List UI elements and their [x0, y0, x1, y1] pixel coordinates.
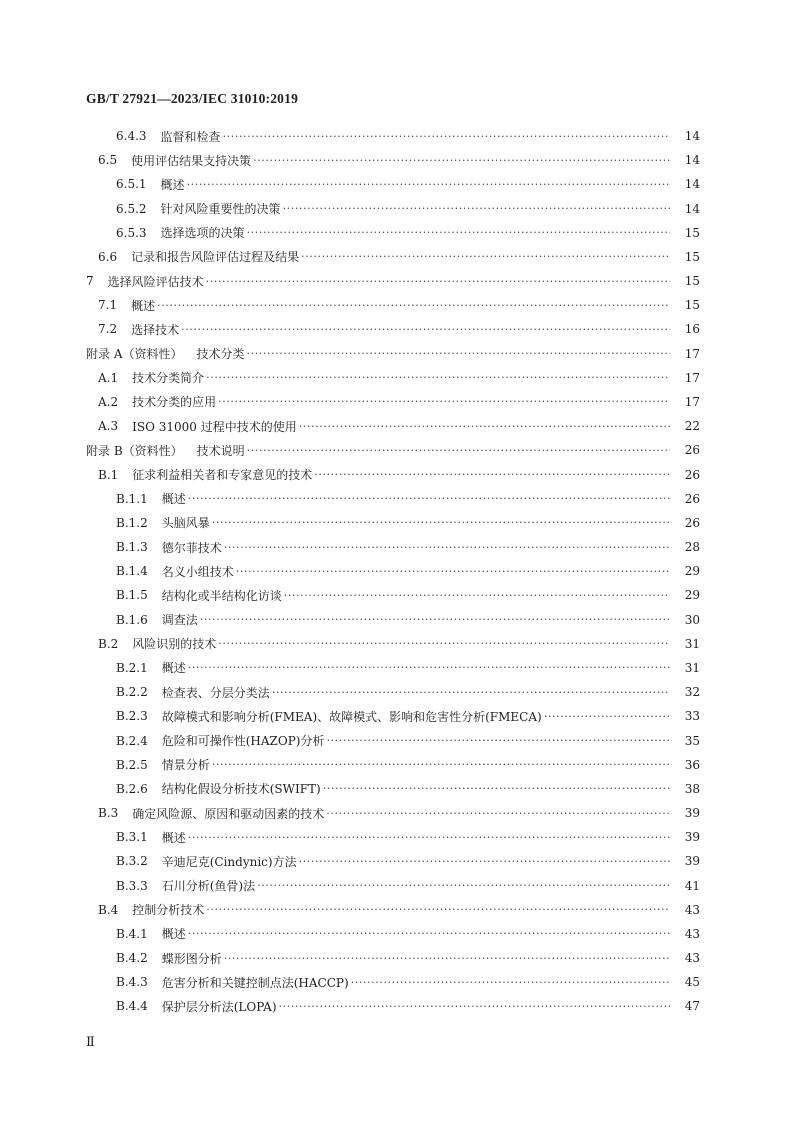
toc-leader-dots [188, 661, 670, 674]
toc-entry[interactable] [98, 634, 700, 654]
toc-leader-dots [326, 734, 670, 747]
toc-entry-number: B.2.3 [116, 709, 148, 724]
toc-leader-dots [212, 516, 670, 529]
toc-entry-title: 使用评估结果支持决策 [131, 153, 252, 168]
toc-entry-page: 14 [684, 201, 700, 216]
toc-entry[interactable] [116, 199, 700, 219]
toc-entry-title: 针对风险重要性的决策 [160, 202, 281, 217]
standard-header: GB/T 27921—2023/IEC 31010:2019 [86, 91, 299, 106]
toc-entry-title: 概述 [131, 298, 156, 313]
toc-entry-number: 6.4.3 [116, 129, 147, 143]
toc-entry-page: 43 [684, 902, 700, 917]
toc-entry-page: 22 [684, 419, 700, 434]
toc-entry-title: 概述 [161, 661, 186, 676]
toc-entry-page: 14 [684, 129, 700, 143]
toc-leader-dots [188, 492, 670, 505]
toc-entry-page: 17 [684, 346, 700, 361]
toc-entry-title: 记录和报告风险评估过程及结果 [131, 250, 300, 265]
toc-entry-title: 选择选项的决策 [160, 226, 245, 241]
toc-entry-title: 德尔菲技术 [161, 540, 222, 555]
toc-entry-number: 7 [86, 274, 94, 289]
toc-entry-number: 附录 B（资料性） [86, 443, 183, 458]
toc-entry-number: B.3 [98, 806, 119, 821]
toc-entry[interactable] [98, 900, 700, 920]
toc-leader-dots [323, 782, 670, 795]
toc-entry-number: 6.6 [98, 249, 118, 264]
toc-entry-number: B.1.4 [116, 564, 148, 579]
toc-entry-page: 38 [684, 781, 700, 796]
toc-entry-page: 36 [684, 757, 700, 772]
toc-entry-number: 6.5 [98, 153, 118, 168]
toc-leader-dots [299, 420, 670, 433]
toc-entry-page: 26 [684, 467, 700, 482]
toc-entry-title: 情景分析 [161, 758, 210, 773]
toc-entry-page: 28 [684, 540, 700, 555]
toc-leader-dots [224, 541, 670, 554]
toc-entry-number: B.2 [98, 636, 119, 651]
toc-entry-number: B.2.4 [116, 733, 148, 748]
toc-entry-page: 39 [684, 854, 700, 869]
toc-entry[interactable] [86, 440, 700, 460]
toc-entry-page: 45 [684, 975, 700, 990]
toc-entry-title: 名义小组技术 [161, 564, 234, 579]
toc-entry-title: 技术分类简介 [132, 371, 205, 386]
toc-leader-dots [247, 444, 670, 457]
toc-entry[interactable] [116, 706, 700, 726]
toc-entry-title: 危害分析和关键控制点法(HACCP) [161, 975, 349, 990]
toc-entry-title: 头脑风暴 [161, 516, 210, 531]
toc-entry-title: 概述 [161, 492, 186, 507]
toc-entry[interactable] [98, 295, 700, 315]
toc-entry-title: 结构化假设分析技术(SWIFT) [161, 782, 321, 797]
toc-entry-title: 征求利益相关者和专家意见的技术 [132, 468, 313, 483]
toc-leader-dots [247, 226, 670, 239]
toc-entry[interactable] [116, 561, 700, 581]
toc-entry-title: 概述 [160, 177, 185, 192]
toc-leader-dots [188, 927, 670, 940]
toc-entry-number: B.2.1 [116, 660, 148, 675]
toc-entry-page: 15 [684, 249, 700, 264]
toc-entry-title: 石川分析(鱼骨)法 [161, 879, 256, 894]
toc-entry-number: B.1.6 [116, 612, 148, 627]
toc-entry[interactable] [116, 948, 700, 968]
toc-leader-dots [279, 1000, 670, 1013]
toc-leader-dots [272, 686, 670, 699]
toc-entry-number: B.2.6 [116, 781, 148, 796]
toc-leader-dots [224, 952, 670, 965]
toc-entry-title: 蝶形图分析 [161, 951, 222, 966]
toc-entry-number: B.1.2 [116, 515, 148, 530]
toc-entry-title: 确定风险源、原因和驱动因素的技术 [132, 806, 325, 821]
toc-entry[interactable] [116, 489, 700, 509]
page-number: Ⅱ [86, 1034, 95, 1049]
toc-entry-page: 30 [684, 612, 700, 627]
toc-entry-number: B.4.4 [116, 999, 148, 1014]
toc-leader-dots [206, 275, 670, 288]
toc-entry-page: 39 [684, 830, 700, 845]
toc-entry-title: 控制分析技术 [132, 903, 205, 918]
toc-leader-dots [188, 831, 670, 844]
toc-entry-page: 43 [684, 951, 700, 966]
toc-entry-number: B.3.3 [116, 878, 148, 893]
toc-entry-title: 检查表、分层分类法 [161, 685, 270, 700]
toc-leader-dots [212, 758, 670, 771]
toc-entry[interactable] [116, 537, 700, 557]
toc-leader-dots [200, 613, 670, 626]
toc-entry-number: A.1 [98, 370, 119, 385]
toc-entry-number: B.1 [98, 467, 119, 482]
toc-entry[interactable] [116, 779, 700, 799]
toc-entry[interactable] [116, 755, 700, 775]
toc-entry-page: 35 [684, 733, 700, 748]
toc-entry-page: 31 [684, 660, 700, 675]
toc-entry-page: 33 [684, 709, 700, 724]
toc-entry-page: 39 [684, 806, 700, 821]
toc-entry-page: 17 [684, 394, 700, 409]
toc-entry[interactable] [116, 174, 700, 194]
toc-entry-number: 7.1 [98, 298, 118, 313]
toc-leader-dots [247, 347, 671, 360]
toc-entry-number: B.1.5 [116, 588, 148, 603]
toc-entry-page: 14 [684, 153, 700, 168]
toc-entry[interactable] [98, 247, 700, 267]
toc-entry-number: B.3.2 [116, 854, 148, 869]
toc-entry[interactable] [98, 150, 700, 170]
toc-entry-number: B.4.1 [116, 926, 148, 941]
toc-leader-dots [187, 178, 670, 191]
toc-leader-dots [544, 710, 670, 723]
toc-entry-page: 15 [684, 225, 700, 240]
toc-entry[interactable] [98, 803, 700, 823]
toc-entry[interactable] [116, 610, 700, 630]
toc-entry-title: 技术分类的应用 [132, 395, 217, 410]
toc-entry-number: A.2 [98, 394, 119, 409]
toc-entry[interactable] [116, 682, 700, 702]
toc-entry-page: 17 [684, 370, 700, 385]
toc-entry-title: 选择风险评估技术 [107, 274, 204, 289]
toc-entry[interactable] [116, 996, 700, 1016]
toc-entry[interactable] [98, 416, 700, 436]
toc-entry[interactable] [98, 368, 700, 388]
toc-entry-number: B.4 [98, 902, 119, 917]
toc-entry[interactable] [116, 126, 700, 146]
toc-leader-dots [326, 807, 670, 820]
toc-entry-number: B.3.1 [116, 830, 148, 845]
toc-entry[interactable] [98, 465, 700, 485]
toc-leader-dots [257, 879, 670, 892]
toc-entry[interactable] [116, 585, 700, 605]
toc-entry-title: 选择技术 [131, 322, 180, 337]
toc-entry-page: 26 [684, 515, 700, 530]
toc-entry[interactable] [116, 513, 700, 533]
toc-leader-dots [253, 154, 670, 167]
toc-leader-dots [206, 371, 670, 384]
toc-entry[interactable] [116, 827, 700, 847]
toc-entry-page: 26 [684, 491, 700, 506]
toc-leader-dots [223, 130, 670, 143]
toc-entry-number: B.1.1 [116, 491, 148, 506]
toc-entry-title: 监督和检查 [160, 129, 221, 144]
toc-leader-dots [218, 637, 670, 650]
toc-entry-number: B.4.3 [116, 975, 148, 990]
toc-entry-page: 29 [684, 588, 700, 603]
toc-leader-dots [157, 299, 670, 312]
toc-entry-title: 技术说明 [196, 443, 245, 458]
toc-entry-number: 附录 A（资料性） [86, 347, 183, 362]
toc-entry-number: B.2.5 [116, 757, 148, 772]
toc-leader-dots [236, 565, 670, 578]
toc-entry-number: 6.5.2 [116, 201, 147, 216]
toc-entry-page: 41 [684, 878, 700, 893]
toc-entry-title: 辛迪尼克(Cindynic)方法 [161, 854, 297, 869]
toc-entry-title: ISO 31000 过程中技术的使用 [132, 419, 297, 434]
toc-entry[interactable] [86, 271, 700, 291]
toc-entry-page: 14 [684, 177, 700, 192]
toc-leader-dots [351, 976, 670, 989]
toc-entry-number: 7.2 [98, 322, 118, 337]
toc-entry[interactable] [116, 851, 700, 871]
toc-entry-page: 29 [684, 564, 700, 579]
toc-leader-dots [181, 323, 670, 336]
toc-entry[interactable] [98, 392, 700, 412]
toc-entry-page: 43 [684, 926, 700, 941]
toc-leader-dots [218, 395, 670, 408]
toc-entry-page: 16 [684, 322, 700, 337]
toc-entry[interactable] [116, 876, 700, 896]
toc-leader-dots [284, 589, 670, 602]
toc-entry-number: 6.5.3 [116, 225, 147, 240]
toc-entry[interactable] [116, 972, 700, 992]
toc-entry-number: B.4.2 [116, 951, 148, 966]
toc-entry-page: 47 [684, 999, 700, 1014]
toc-entry-page: 15 [684, 298, 700, 313]
toc-entry-number: B.1.3 [116, 540, 148, 555]
toc-entry-number: B.2.2 [116, 685, 148, 700]
toc-entry[interactable] [116, 223, 700, 243]
toc-leader-dots [301, 250, 670, 263]
toc-entry-page: 15 [684, 274, 700, 289]
toc-entry-title: 概述 [161, 927, 186, 942]
toc-entry-number: 6.5.1 [116, 177, 147, 192]
toc-leader-dots [206, 903, 670, 916]
toc-entry[interactable] [116, 658, 700, 678]
toc-entry-page: 31 [684, 636, 700, 651]
toc-leader-dots [283, 202, 670, 215]
toc-entry-page: 26 [684, 443, 700, 458]
toc-entry-title: 技术分类 [196, 347, 245, 362]
toc-entry-title: 风险识别的技术 [132, 637, 217, 652]
toc-entry-number: A.3 [98, 419, 119, 434]
toc-entry[interactable] [98, 319, 700, 339]
toc-entry-title: 结构化或半结构化访谈 [161, 588, 282, 603]
toc-entry[interactable] [116, 924, 700, 944]
toc-leader-dots [299, 855, 670, 868]
toc-entry-title: 故障模式和影响分析(FMEA)、故障模式、影响和危害性分析(FMECA) [161, 709, 542, 724]
toc-entry-title: 调查法 [161, 613, 198, 628]
toc-entry-title: 危险和可操作性(HAZOP)分析 [161, 734, 325, 748]
toc-entry-page: 32 [684, 685, 700, 700]
toc-entry-title: 保护层分析法(LOPA) [161, 999, 277, 1014]
toc-entry[interactable] [86, 344, 700, 364]
toc-leader-dots [314, 468, 670, 481]
toc-entry[interactable] [116, 731, 700, 751]
toc-entry-title: 概述 [161, 830, 186, 845]
